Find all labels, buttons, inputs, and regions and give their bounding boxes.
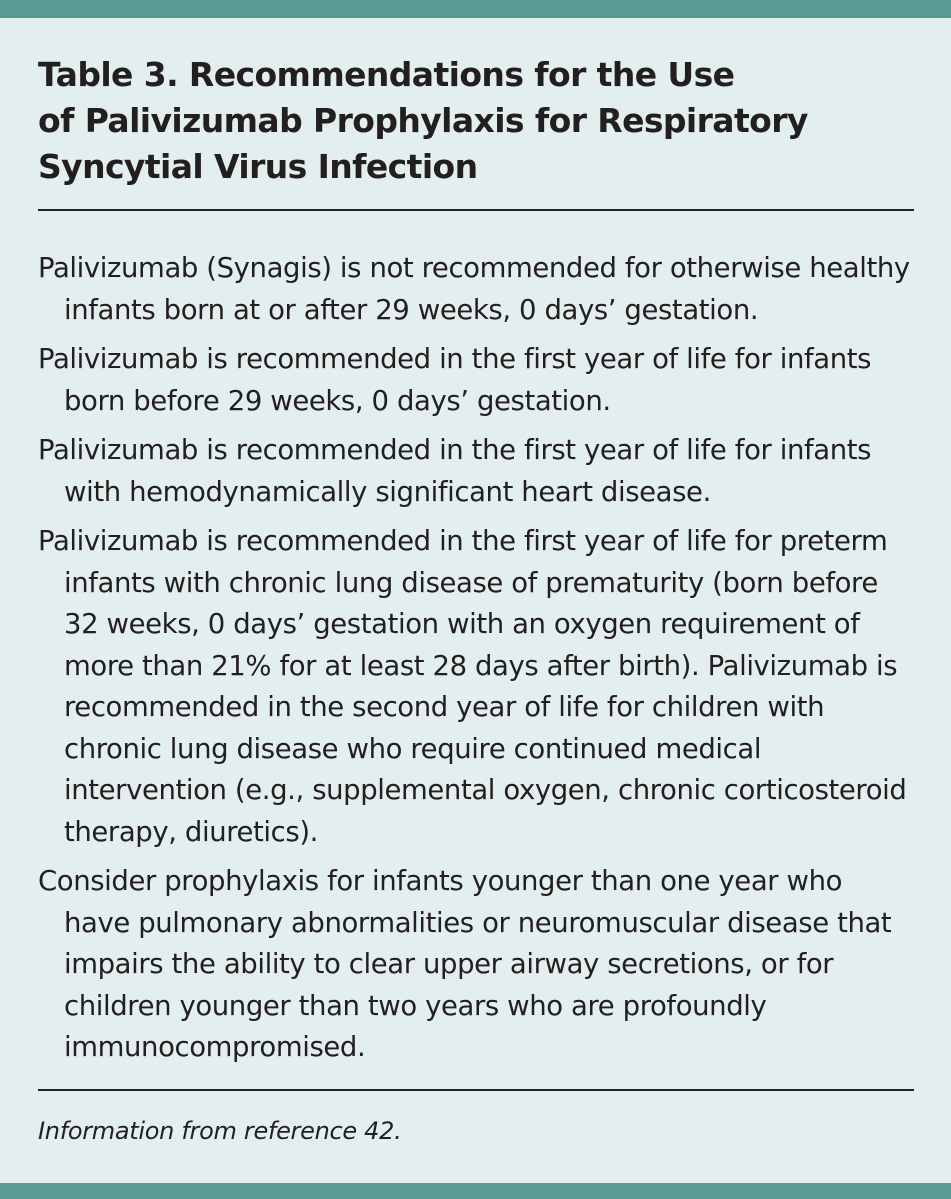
source-footnote: Information from reference 42. (38, 1116, 402, 1145)
table-box (38, 52, 914, 1146)
recommendation-item: Consider prophylaxis for infants younger than one year who have pulmonary abnormalities or neuromuscular disease that impairs the ability to clear upper airway secretions, or for children younger than two years who are profoundly immunocompromised. (38, 865, 892, 1063)
recommendation-item: Palivizumab (Synagis) is not recommended for otherwise healthy infants born at or after 29 weeks, 0 days’ gestation. (38, 252, 910, 326)
table-title (38, 52, 914, 190)
recommendation-item: Palivizumab is recommended in the first year of life for infants born before 29 weeks, 0 days’ gestation. (38, 343, 872, 417)
top-divider (38, 209, 914, 211)
recommendation-list (38, 248, 914, 1069)
title-line: Syncytial Virus Infection (38, 147, 478, 186)
recommendation-item: Palivizumab is recommended in the first year of life for infants with hemodynamically significant heart disease. (38, 434, 872, 508)
recommendation-item: Palivizumab is recommended in the first year of life for preterm infants with chronic lung disease of prematurity (born before 32 weeks, 0 days’ gestation with an oxygen requirement of more than 21% for at least 28 days after birth). Palivizumab is recommended in the second year of life for children with chronic lung disease who require continued medical intervention (e.g., supplemental oxygen, chronic corticosteroid therapy, diuretics). (38, 525, 907, 848)
top-accent-bar (0, 0, 951, 18)
title-line: Table 3. Recommendations for the Use (38, 55, 735, 94)
title-line: of Palivizumab Prophylaxis for Respiratory (38, 101, 808, 140)
bottom-divider (38, 1089, 914, 1091)
bottom-accent-bar (0, 1183, 951, 1199)
